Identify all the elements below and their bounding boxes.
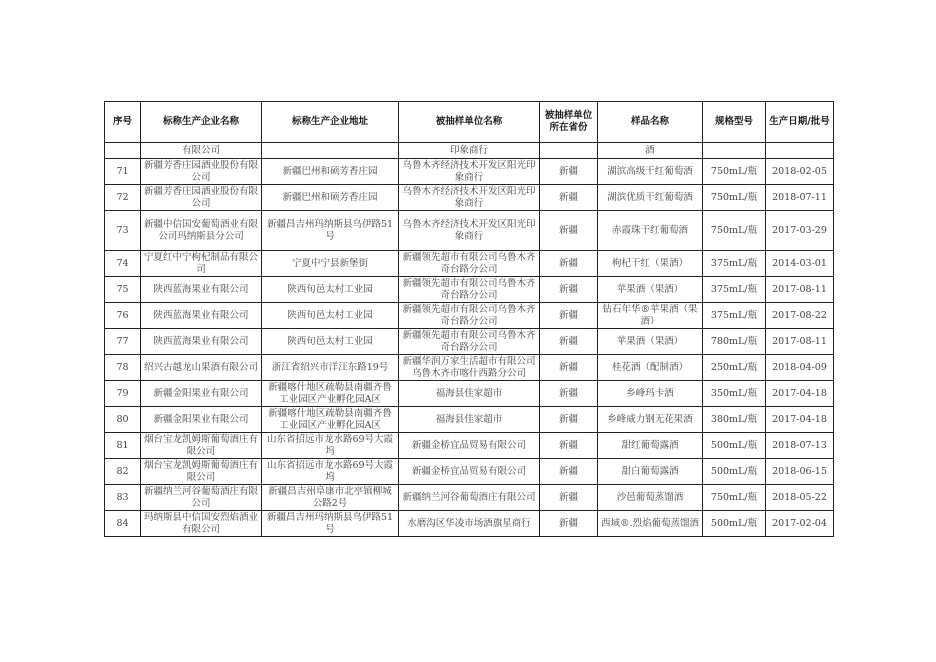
cell-province: 新疆	[540, 355, 598, 381]
cell-sample-name: 桂花酒（配制酒）	[598, 355, 703, 381]
cell-index: 80	[105, 407, 141, 433]
sampling-results-table	[104, 101, 834, 537]
cell-sample-name: 湖滨优质干红葡萄酒	[598, 185, 703, 211]
cell-manufacturer: 新疆芳香庄园酒业股份有限公司	[141, 185, 262, 211]
cell-manufacturer: 陕西蓝海果业有限公司	[141, 303, 262, 329]
cell-date: 2017-04-18	[766, 407, 834, 433]
cell-province: 新疆	[540, 251, 598, 277]
cell-address: 陕西旬邑太村工业园	[262, 277, 399, 303]
table-row	[105, 381, 834, 407]
cell-index: 74	[105, 251, 141, 277]
cell-spec: 750mL/瓶	[703, 211, 766, 251]
cell: 印象商行	[399, 143, 540, 159]
cell-spec: 500mL/瓶	[703, 459, 766, 485]
cell: 有限公司	[141, 143, 262, 159]
header-production-date: 生产日期/批号	[766, 102, 834, 143]
cell-index: 72	[105, 185, 141, 211]
cell-sample-name: 湖滨高级干红葡萄酒	[598, 159, 703, 185]
cell-date: 2018-07-13	[766, 433, 834, 459]
header-sample-name: 样品名称	[598, 102, 703, 143]
cell-province: 新疆	[540, 485, 598, 511]
cell-index: 73	[105, 211, 141, 251]
cell-sampled-unit: 新疆金桥宜品贸易有限公司	[399, 459, 540, 485]
cell-manufacturer: 玛纳斯县中信国安烈焰酒业有限公司	[141, 511, 262, 537]
cell-manufacturer: 新疆金阳果业有限公司	[141, 381, 262, 407]
cell-sample-name: 甜红葡萄露酒	[598, 433, 703, 459]
cell-sample-name: 沙邑葡萄蒸馏酒	[598, 485, 703, 511]
cell-spec: 780mL/瓶	[703, 329, 766, 355]
cell-address: 陕西旬邑太村工业园	[262, 329, 399, 355]
cell-date: 2014-03-01	[766, 251, 834, 277]
cell-spec: 500mL/瓶	[703, 433, 766, 459]
cell-sampled-unit: 新疆领先超市有限公司乌鲁木齐奇台路分公司	[399, 329, 540, 355]
cell-address: 新疆巴州和硕芳香庄园	[262, 185, 399, 211]
header-index: 序号	[105, 102, 141, 143]
cell-index: 81	[105, 433, 141, 459]
cell-manufacturer: 宁夏红中宁枸杞制品有限公司	[141, 251, 262, 277]
cell-date: 2018-06-15	[766, 459, 834, 485]
cell	[105, 143, 141, 159]
cell-address: 宁夏中宁县新堡街	[262, 251, 399, 277]
cell-sample-name: 乡峰威力钢无花果酒	[598, 407, 703, 433]
cell-index: 84	[105, 511, 141, 537]
cell-address: 新疆喀什地区疏勒县南疆齐鲁工业园区产业孵化园A区	[262, 407, 399, 433]
header-specification: 规格型号	[703, 102, 766, 143]
cell-index: 77	[105, 329, 141, 355]
cell-address: 陕西旬邑太村工业园	[262, 303, 399, 329]
cell-sample-name: 赤霞珠干红葡萄酒	[598, 211, 703, 251]
cell-sampled-unit: 乌鲁木齐经济技术开发区阳光印象商行	[399, 159, 540, 185]
cell-sampled-unit: 新疆纳兰河谷葡萄酒庄有限公司	[399, 485, 540, 511]
cell-address: 新疆喀什地区疏勒县南疆齐鲁工业园区产业孵化园A区	[262, 381, 399, 407]
cell-index: 78	[105, 355, 141, 381]
header-sampled-unit-province: 被抽样单位所在省份	[540, 102, 598, 143]
cell-sampled-unit: 乌鲁木齐经济技术开发区阳光印象商行	[399, 211, 540, 251]
cell-date: 2017-08-22	[766, 303, 834, 329]
table-header-row	[105, 102, 834, 143]
cell-sample-name: 西域®.烈焰葡萄蒸馏酒	[598, 511, 703, 537]
cell-province: 新疆	[540, 329, 598, 355]
cell-province: 新疆	[540, 459, 598, 485]
header-manufacturer-address: 标称生产企业地址	[262, 102, 399, 143]
cell-spec: 250mL/瓶	[703, 355, 766, 381]
cell-sampled-unit: 水磨沟区华凌市场酒旗星商行	[399, 511, 540, 537]
cell-spec: 380mL/瓶	[703, 407, 766, 433]
cell-index: 75	[105, 277, 141, 303]
cell-sampled-unit: 乌鲁木齐经济技术开发区阳光印象商行	[399, 185, 540, 211]
table-row	[105, 303, 834, 329]
cell-date: 2017-08-11	[766, 329, 834, 355]
cell	[262, 143, 399, 159]
cell-province: 新疆	[540, 211, 598, 251]
table-row	[105, 211, 834, 251]
cell-index: 71	[105, 159, 141, 185]
cell-sample-name: 枸杞干红（果酒）	[598, 251, 703, 277]
cell-index: 76	[105, 303, 141, 329]
cell-date: 2018-04-09	[766, 355, 834, 381]
cell-sample-name: 甜白葡萄露酒	[598, 459, 703, 485]
cell	[540, 143, 598, 159]
cell-sample-name: 苹果酒（果酒）	[598, 329, 703, 355]
table-row	[105, 355, 834, 381]
table-row	[105, 185, 834, 211]
cell-manufacturer: 绍兴古越龙山果酒有限公司	[141, 355, 262, 381]
cell-manufacturer: 新疆芳香庄园酒业股份有限公司	[141, 159, 262, 185]
header-manufacturer-name: 标称生产企业名称	[141, 102, 262, 143]
cell-sampled-unit: 福海县佳家超市	[399, 381, 540, 407]
cell-sampled-unit: 福海县佳家超市	[399, 407, 540, 433]
table-row	[105, 277, 834, 303]
cell-address: 山东省招远市龙水路69号大霞坞	[262, 459, 399, 485]
cell-date: 2017-04-18	[766, 381, 834, 407]
cell-date: 2017-08-11	[766, 277, 834, 303]
cell-province: 新疆	[540, 159, 598, 185]
cell	[703, 143, 766, 159]
cell-spec: 375mL/瓶	[703, 251, 766, 277]
cell-province: 新疆	[540, 303, 598, 329]
cell-date: 2017-03-29	[766, 211, 834, 251]
cell-index: 79	[105, 381, 141, 407]
cell-spec: 500mL/瓶	[703, 511, 766, 537]
cell-province: 新疆	[540, 277, 598, 303]
cell-province: 新疆	[540, 185, 598, 211]
cell-spec: 750mL/瓶	[703, 159, 766, 185]
cell-date: 2018-07-11	[766, 185, 834, 211]
cell-index: 82	[105, 459, 141, 485]
continuation-row	[105, 143, 834, 159]
cell-sampled-unit: 新疆领先超市有限公司乌鲁木齐奇台路分公司	[399, 303, 540, 329]
header-sampled-unit-name: 被抽样单位名称	[399, 102, 540, 143]
cell-address: 新疆巴州和硕芳香庄园	[262, 159, 399, 185]
table-row	[105, 485, 834, 511]
cell-province: 新疆	[540, 407, 598, 433]
cell-address: 山东省招远市龙水路69号大霞坞	[262, 433, 399, 459]
cell-manufacturer: 新疆金阳果业有限公司	[141, 407, 262, 433]
cell-manufacturer: 新疆中信国安葡萄酒业有限公司玛纳斯县分公司	[141, 211, 262, 251]
cell: 酒	[598, 143, 703, 159]
cell-address: 浙江省绍兴市洋江东路19号	[262, 355, 399, 381]
table-row	[105, 433, 834, 459]
cell-spec: 750mL/瓶	[703, 185, 766, 211]
cell	[766, 143, 834, 159]
table-row	[105, 511, 834, 537]
table-row	[105, 251, 834, 277]
cell-sample-name: 钻石年华®苹果酒（果酒）	[598, 303, 703, 329]
cell-sampled-unit: 新疆领先超市有限公司乌鲁木齐奇台路分公司	[399, 277, 540, 303]
cell-manufacturer: 陕西蓝海果业有限公司	[141, 329, 262, 355]
cell-date: 2018-02-05	[766, 159, 834, 185]
cell-manufacturer: 新疆纳兰河谷葡萄酒庄有限公司	[141, 485, 262, 511]
table-row	[105, 407, 834, 433]
cell-sampled-unit: 新疆金桥宜品贸易有限公司	[399, 433, 540, 459]
cell-manufacturer: 烟台宝龙凯姆斯葡萄酒庄有限公司	[141, 433, 262, 459]
cell-sampled-unit: 新疆华润万家生活超市有限公司乌鲁木齐市喀什西路分公司	[399, 355, 540, 381]
cell-spec: 350mL/瓶	[703, 381, 766, 407]
cell-province: 新疆	[540, 381, 598, 407]
cell-spec: 375mL/瓶	[703, 277, 766, 303]
cell-index: 83	[105, 485, 141, 511]
table-row	[105, 459, 834, 485]
table-row	[105, 159, 834, 185]
cell-address: 新疆昌吉州阜康市北亭镇柳城公路2号	[262, 485, 399, 511]
cell-address: 新疆昌吉州玛纳斯县乌伊路51号	[262, 511, 399, 537]
cell-address: 新疆昌吉州玛纳斯县乌伊路51号	[262, 211, 399, 251]
table-row	[105, 329, 834, 355]
cell-date: 2017-02-04	[766, 511, 834, 537]
cell-sample-name: 苹果酒（果酒）	[598, 277, 703, 303]
cell-sampled-unit: 新疆领先超市有限公司乌鲁木齐奇台路分公司	[399, 251, 540, 277]
cell-date: 2018-05-22	[766, 485, 834, 511]
cell-manufacturer: 陕西蓝海果业有限公司	[141, 277, 262, 303]
cell-province: 新疆	[540, 433, 598, 459]
cell-manufacturer: 烟台宝龙凯姆斯葡萄酒庄有限公司	[141, 459, 262, 485]
cell-spec: 375mL/瓶	[703, 303, 766, 329]
cell-province: 新疆	[540, 511, 598, 537]
cell-spec: 750mL/瓶	[703, 485, 766, 511]
cell-sample-name: 乡峰玛卡酒	[598, 381, 703, 407]
